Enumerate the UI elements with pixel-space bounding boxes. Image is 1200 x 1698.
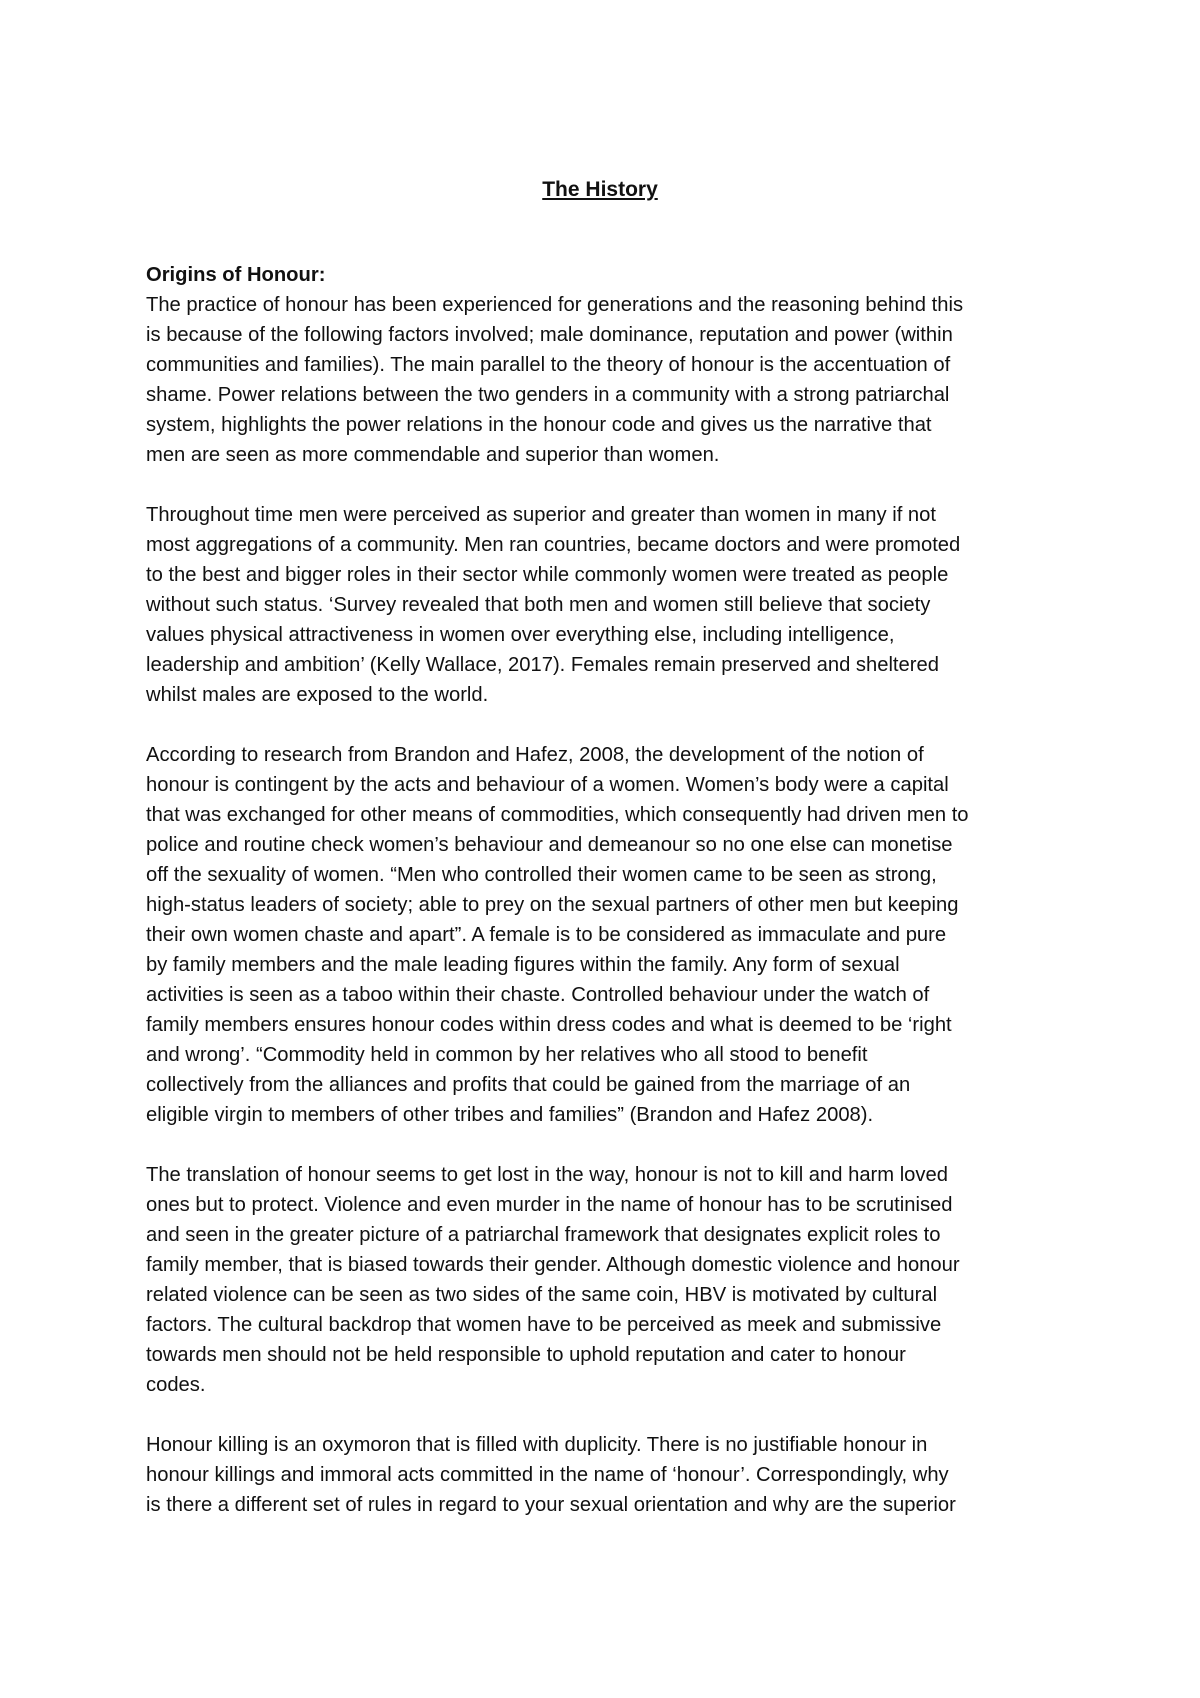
text-line: The practice of honour has been experienced for generations and the reasoning behind this bbox=[146, 294, 964, 316]
text-line: family member, that is biased towards their gender. Although domestic violence and honour bbox=[146, 1254, 960, 1276]
text-line: activities is seen as a taboo within their chaste. Controlled behaviour under the watch of bbox=[146, 984, 930, 1006]
text-line: most aggregations of a community. Men ran countries, became doctors and were promoted bbox=[146, 534, 961, 556]
text-line: and wrong’. “Commodity held in common by her relatives who all stood to benefit bbox=[146, 1044, 868, 1066]
text-line: towards men should not be held responsible to uphold reputation and cater to honour bbox=[146, 1344, 906, 1366]
text-line: values physical attractiveness in women over everything else, including intelligence, bbox=[146, 624, 895, 646]
text-line: high-status leaders of society; able to prey on the sexual partners of other men but keeping bbox=[146, 894, 959, 916]
text-line: is there a different set of rules in regard to your sexual orientation and why are the superior bbox=[146, 1494, 956, 1516]
text-line: whilst males are exposed to the world. bbox=[146, 684, 489, 706]
text-line: off the sexuality of women. “Men who controlled their women came to be seen as strong, bbox=[146, 864, 937, 886]
text-line: factors. The cultural backdrop that women have to be perceived as meek and submissive bbox=[146, 1314, 942, 1336]
text-line: eligible virgin to members of other tribes and families” (Brandon and Hafez 2008). bbox=[146, 1104, 874, 1126]
text-line: related violence can be seen as two sides of the same coin, HBV is motivated by cultural bbox=[146, 1284, 938, 1306]
text-line: their own women chaste and apart”. A female is to be considered as immaculate and pure bbox=[146, 924, 947, 946]
text-line: family members ensures honour codes within dress codes and what is deemed to be ‘right bbox=[146, 1014, 952, 1036]
text-line: without such status. ‘Survey revealed that both men and women still believe that society bbox=[146, 594, 931, 616]
text-line: leadership and ambition’ (Kelly Wallace, 2017). Females remain preserved and sheltered bbox=[146, 654, 939, 676]
text-line: codes. bbox=[146, 1374, 206, 1396]
text-line: collectively from the alliances and profits that could be gained from the marriage of an bbox=[146, 1074, 911, 1096]
text-line: Honour killing is an oxymoron that is filled with duplicity. There is no justifiable honour in bbox=[146, 1434, 928, 1456]
text-line: that was exchanged for other means of commodities, which consequently had driven men to bbox=[146, 804, 969, 826]
text-line: and seen in the greater picture of a patriarchal framework that designates explicit roles to bbox=[146, 1224, 941, 1246]
text-line: Throughout time men were perceived as superior and greater than women in many if not bbox=[146, 504, 936, 526]
paragraph-throughout-time bbox=[146, 500, 1066, 710]
text-line: According to research from Brandon and Hafez, 2008, the development of the notion of bbox=[146, 744, 924, 766]
text-line: shame. Power relations between the two genders in a community with a strong patriarchal bbox=[146, 384, 950, 406]
paragraph-translation bbox=[146, 1160, 1066, 1400]
section-heading: Origins of Honour: bbox=[146, 264, 326, 286]
paragraph-origins bbox=[146, 290, 1066, 470]
text-line: communities and families). The main parallel to the theory of honour is the accentuation of bbox=[146, 354, 951, 376]
document-title: The History bbox=[542, 178, 658, 201]
paragraph-research bbox=[146, 740, 1066, 1130]
text-line: honour killings and immoral acts committed in the name of ‘honour’. Correspondingly, why bbox=[146, 1464, 949, 1486]
paragraph-honour-killing bbox=[146, 1430, 1066, 1520]
document-body bbox=[146, 260, 1066, 1550]
text-line: ones but to protect. Violence and even murder in the name of honour has to be scrutinised bbox=[146, 1194, 953, 1216]
text-line: men are seen as more commendable and superior than women. bbox=[146, 444, 720, 466]
text-line: by family members and the male leading figures within the family. Any form of sexual bbox=[146, 954, 900, 976]
text-line: is because of the following factors involved; male dominance, reputation and power (within bbox=[146, 324, 953, 346]
text-line: honour is contingent by the acts and behaviour of a women. Women’s body were a capital bbox=[146, 774, 949, 796]
text-line: police and routine check women’s behaviour and demeanour so no one else can monetise bbox=[146, 834, 953, 856]
text-line: system, highlights the power relations in the honour code and gives us the narrative that bbox=[146, 414, 932, 436]
text-line: The translation of honour seems to get lost in the way, honour is not to kill and harm loved bbox=[146, 1164, 948, 1186]
text-line: to the best and bigger roles in their sector while commonly women were treated as people bbox=[146, 564, 949, 586]
